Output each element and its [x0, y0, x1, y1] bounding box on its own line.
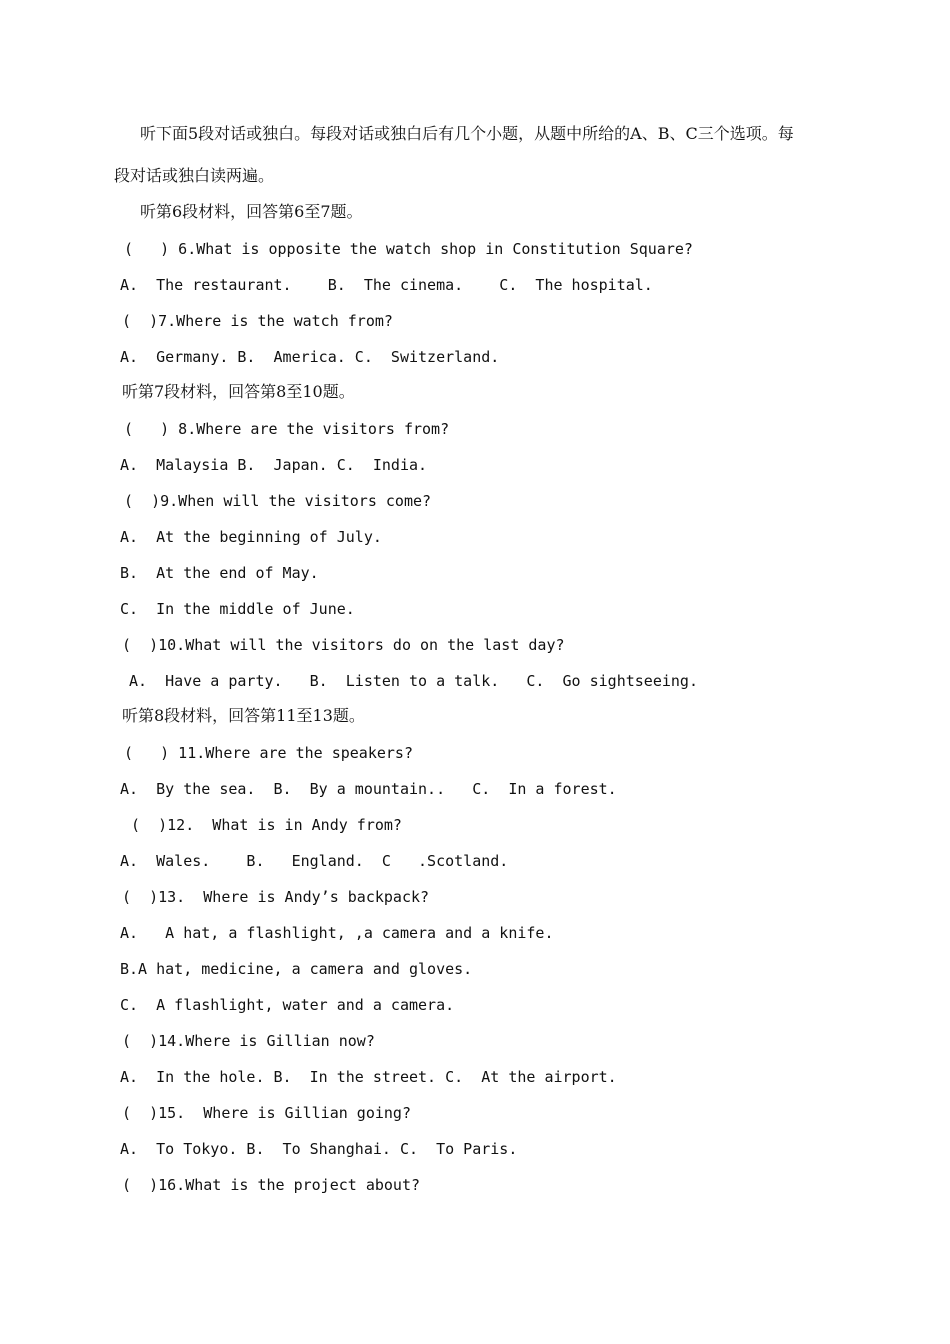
question-11-options: A. By the sea. B. By a mountain.. C. In a forest.: [120, 780, 617, 798]
question-14: ( )14.Where is Gillian now?: [122, 1032, 375, 1050]
section-heading-6: 听第6段材料，回答第6至7题。: [140, 202, 363, 221]
question-16: ( )16.What is the project about?: [122, 1176, 421, 1194]
question-6-options: A. The restaurant. B. The cinema. C. The hospital.: [120, 276, 653, 294]
instructions-line-1: 听下面5段对话或独白。每段对话或独白后有几个小题，从题中所给的A、B、C三个选项。每: [140, 124, 794, 143]
question-10: ( )10.What will the visitors do on the last day?: [122, 636, 565, 654]
section-heading-8: 听第8段材料，回答第11至13题。: [122, 706, 365, 725]
question-15-options: A. To Tokyo. B. To Shanghai. C. To Paris.: [120, 1140, 518, 1158]
question-9-option-b: B. At the end of May.: [120, 564, 319, 582]
question-7: ( )7.Where is the watch from?: [122, 312, 393, 330]
question-9-option-a: A. At the beginning of July.: [120, 528, 382, 546]
question-13-option-b: B.A hat, medicine, a camera and gloves.: [120, 960, 473, 978]
question-12: ( )12. What is in Andy from?: [122, 816, 402, 834]
question-8-options: A. Malaysia B. Japan. C. India.: [120, 456, 428, 474]
question-13: ( )13. Where is Andy’s backpack?: [122, 888, 430, 906]
question-14-options: A. In the hole. B. In the street. C. At the airport.: [120, 1068, 617, 1086]
question-7-options: A. Germany. B. America. C. Switzerland.: [120, 348, 500, 366]
question-9: ( )9.When will the visitors come?: [124, 492, 432, 510]
question-10-options: A. Have a party. B. Listen to a talk. C. Go sightseeing.: [120, 672, 698, 690]
question-13-option-a: A. A hat, a flashlight, ,a camera and a knife.: [120, 924, 554, 942]
question-8: ( ) 8.Where are the visitors from?: [124, 420, 450, 438]
question-6: ( ) 6.What is opposite the watch shop in Constitution Square?: [124, 240, 693, 258]
instructions-line-2: 段对话或独白读两遍。: [114, 166, 275, 185]
section-heading-7: 听第7段材料，回答第8至10题。: [122, 382, 355, 401]
question-15: ( )15. Where is Gillian going?: [122, 1104, 411, 1122]
question-9-option-c: C. In the middle of June.: [120, 600, 355, 618]
question-11: ( ) 11.Where are the speakers?: [124, 744, 413, 762]
question-12-options: A. Wales. B. England. C .Scotland.: [120, 852, 509, 870]
question-13-option-c: C. A flashlight, water and a camera.: [120, 996, 455, 1014]
